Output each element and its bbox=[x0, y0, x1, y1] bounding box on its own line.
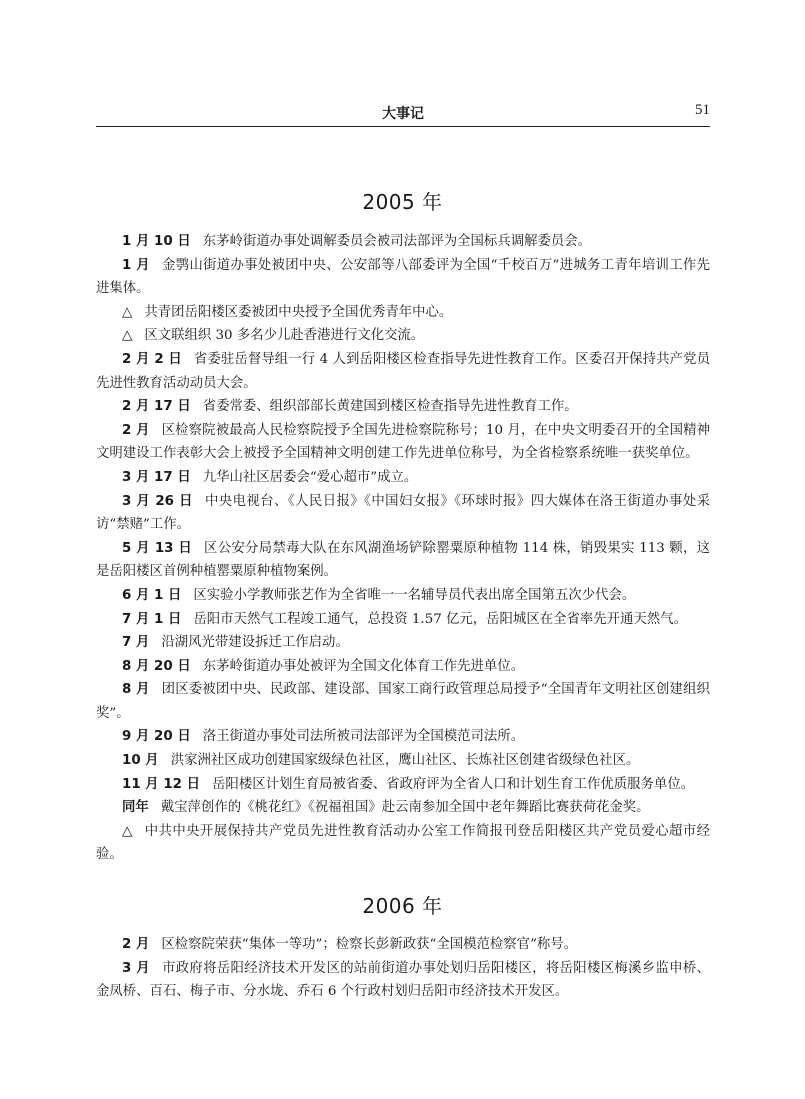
event-entry bbox=[96, 254, 710, 301]
event-entry bbox=[96, 749, 710, 773]
event-entry bbox=[96, 957, 710, 1004]
year-heading-2006: 2006 年 bbox=[362, 894, 443, 918]
event-date: 9 月 20 日 bbox=[122, 729, 191, 745]
event-date: 3 月 17 日 bbox=[122, 469, 191, 485]
event-entry bbox=[96, 230, 710, 254]
event-entry bbox=[96, 490, 710, 537]
page-header bbox=[96, 100, 710, 127]
event-date: △ bbox=[122, 328, 133, 344]
event-text: 中央电视台、《人民日报》《中国妇女报》《环球时报》四大媒体在洛王街道办事处采访“禁赌”工作。 bbox=[96, 493, 711, 533]
event-entry bbox=[96, 537, 710, 584]
event-text: 戴宝萍创作的《桃花红》《祝福祖国》赴云南参加全国中老年舞蹈比赛获荷花金奖。 bbox=[160, 800, 650, 816]
event-text: 洪家洲社区成功创建国家级绿色社区，鹰山社区、长炼社区创建省级绿色社区。 bbox=[170, 753, 640, 769]
event-entry bbox=[96, 933, 710, 957]
event-date: 8 月 20 日 bbox=[122, 658, 191, 674]
event-entry bbox=[96, 466, 710, 490]
event-entry bbox=[96, 348, 710, 395]
event-text: 区公安分局禁毒大队在东风湖渔场铲除罂粟原种植物 114 株，销毁果实 113 颗，这是岳阳楼区首例种植罂粟原种植物案例。 bbox=[96, 540, 710, 580]
event-entry bbox=[96, 608, 710, 632]
event-date: 7 月 bbox=[122, 635, 150, 651]
event-date: 2 月 2 日 bbox=[122, 351, 182, 367]
event-date: 5 月 13 日 bbox=[122, 540, 193, 556]
event-text: 区文联组织 30 多名少儿赴香港进行文化交流。 bbox=[144, 328, 425, 344]
event-date: △ bbox=[122, 304, 133, 320]
event-text: 沿湖风光带建设拆迁工作启动。 bbox=[161, 635, 349, 651]
event-text: 区检察院被最高人民检察院授予全国先进检察院称号；10 月，在中央文明委召开的全国精神文明建设工作表彰大会上被授予全国精神文明创建工作先进单位称号，为全省检察系统唯一获奖单位。 bbox=[96, 422, 710, 462]
event-date: 7 月 1 日 bbox=[122, 611, 182, 627]
event-text: 岳阳市天然气工程竣工通气，总投资 1.57 亿元，岳阳城区在全省率先开通天然气。 bbox=[193, 611, 688, 627]
event-text: 东茅岭街道办事处被评为全国文化体育工作先进单位。 bbox=[202, 658, 525, 674]
event-entry bbox=[96, 324, 710, 348]
entry-list-2006 bbox=[96, 933, 710, 1004]
running-title: 大事记 bbox=[382, 106, 424, 122]
event-text: 团区委被团中央、民政部、建设部、国家工商行政管理总局授予“全国青年文明社区创建组织奖”。 bbox=[96, 682, 711, 721]
event-entry bbox=[96, 678, 710, 725]
event-date: △ bbox=[122, 823, 133, 839]
event-text: 区实验小学教师张艺作为全省唯一一名辅导员代表出席全国第五次少代会。 bbox=[193, 587, 636, 603]
event-date: 2 月 bbox=[122, 422, 150, 438]
event-text: 省委常委、组织部部长黄建国到楼区检查指导先进性教育工作。 bbox=[202, 399, 578, 415]
event-text: 区检察院荣获“集体一等功”；检察长彭新政获“全国模范检察官”称号。 bbox=[161, 937, 578, 952]
event-entry bbox=[96, 419, 710, 466]
event-date: 3 月 26 日 bbox=[122, 493, 193, 509]
event-entry bbox=[96, 725, 710, 749]
event-text: 东茅岭街道办事处调解委员会被司法部评为全国标兵调解委员会。 bbox=[202, 234, 592, 249]
event-entry bbox=[96, 301, 710, 325]
event-text: 岳阳楼区计划生育局被省委、省政府评为全省人口和计划生育工作优质服务单位。 bbox=[212, 776, 695, 792]
entry-list-2005 bbox=[96, 230, 710, 867]
page-number: 51 bbox=[695, 102, 710, 118]
event-date: 1 月 bbox=[122, 257, 150, 273]
event-entry bbox=[96, 820, 710, 867]
event-date: 10 月 bbox=[122, 753, 159, 769]
event-date: 2 月 17 日 bbox=[122, 399, 191, 415]
event-date: 1 月 10 日 bbox=[122, 234, 191, 249]
event-date: 11 月 12 日 bbox=[122, 776, 201, 792]
event-entry bbox=[96, 655, 710, 679]
event-text: 洛王街道办事处司法所被司法部评为全国模范司法所。 bbox=[202, 729, 525, 745]
event-text: 中共中央开展保持共产党员先进性教育活动办公室工作简报刊登岳阳楼区共产党员爱心超市经验。 bbox=[96, 823, 710, 863]
event-text: 共青团岳阳楼区委被团中央授予全国优秀青年中心。 bbox=[144, 304, 453, 320]
event-entry bbox=[96, 796, 710, 820]
event-entry bbox=[96, 631, 710, 655]
event-text: 九华山社区居委会“爱心超市”成立。 bbox=[202, 469, 418, 485]
year-heading-2005: 2005 年 bbox=[362, 190, 443, 214]
event-date: 3 月 bbox=[122, 960, 151, 976]
event-text: 省委驻岳督导组一行 4 人到岳阳楼区检查指导先进性教育工作。区委召开保持共产党员先进性教育活动动员大会。 bbox=[96, 351, 711, 391]
event-date: 同年 bbox=[122, 800, 149, 816]
event-text: 市政府将岳阳经济技术开发区的站前街道办事处划归岳阳楼区，将岳阳楼区梅溪乡监申桥、金凤桥、百石、梅子市、分水垅、乔石 6 个行政村划归岳阳市经济技术开发区。 bbox=[96, 960, 711, 1000]
event-entry bbox=[96, 773, 710, 797]
event-text: 金鹗山街道办事处被团中央、公安部等八部委评为全国“千校百万”进城务工青年培训工作先进集体。 bbox=[96, 257, 710, 297]
event-date: 2 月 bbox=[122, 937, 150, 952]
event-date: 6 月 1 日 bbox=[122, 587, 182, 603]
event-entry bbox=[96, 584, 710, 608]
event-entry bbox=[96, 395, 710, 419]
event-date: 8 月 bbox=[122, 682, 150, 698]
